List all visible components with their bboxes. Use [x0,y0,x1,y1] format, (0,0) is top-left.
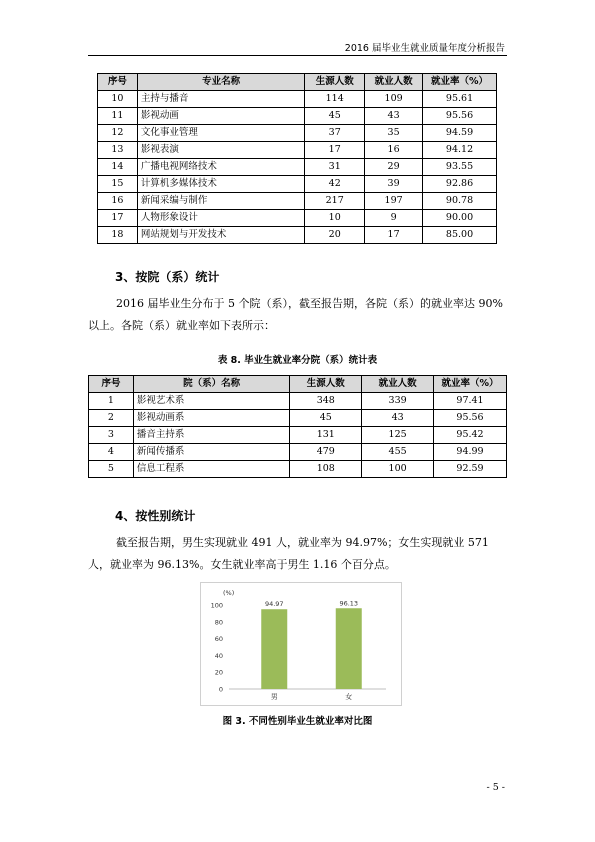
table-cell: 35 [365,125,423,142]
header-divider [88,55,507,56]
table-row [98,91,497,108]
table-cell: 人物形象设计 [137,210,304,227]
table-cell: 文化事业管理 [137,125,304,142]
table-cell: 97.41 [434,393,507,410]
table-row [98,125,497,142]
y-tick-label: 100 [210,601,223,610]
column-header: 就业率（%） [434,376,507,393]
table-cell: 新闻采编与制作 [137,193,304,210]
table-cell: 39 [365,176,423,193]
table-cell: 17 [98,210,138,227]
section-4-title: 4、按性别统计 [115,509,196,523]
table-cell: 31 [305,159,365,176]
section-4-paragraph [88,532,508,576]
table-cell: 42 [305,176,365,193]
department-employment-table [88,375,507,478]
table-cell: 计算机多媒体技术 [137,176,304,193]
table-cell: 90.00 [423,210,497,227]
x-tick-label: 女 [345,693,353,701]
table-cell: 217 [305,193,365,210]
table-row [98,159,497,176]
table-cell: 15 [98,176,138,193]
table-cell: 108 [290,461,362,478]
table-cell: 43 [365,108,423,125]
table-cell: 45 [290,410,362,427]
table-row [89,427,507,444]
running-header: 2016 届毕业生就业质量年度分析报告 [344,43,505,54]
table-cell: 125 [362,427,434,444]
table-cell: 网站规划与开发技术 [137,227,304,244]
table-cell: 16 [98,193,138,210]
column-header: 生源人数 [290,376,362,393]
table-cell: 影视动画 [137,108,304,125]
table-cell: 广播电视网络技术 [137,159,304,176]
table-cell: 12 [98,125,138,142]
section-4-line-2: 人，就业率为 96.13%。女生就业率高于男生 1.16 个百分点。 [88,558,396,571]
table-cell: 114 [305,91,365,108]
table-header-row [89,376,507,393]
bar-0 [261,609,287,689]
table-cell: 3 [89,427,134,444]
column-header: 就业人数 [362,376,434,393]
table-cell: 93.55 [423,159,497,176]
table-row [98,108,497,125]
y-tick-label: 60 [214,635,223,644]
table-cell: 131 [290,427,362,444]
table-cell: 影视表演 [137,142,304,159]
table-cell: 影视动画系 [133,410,289,427]
table-cell: 95.61 [423,91,497,108]
table-row [98,227,497,244]
table-cell: 影视艺术系 [133,393,289,410]
table-cell: 13 [98,142,138,159]
y-tick-label: 40 [214,651,223,660]
chart-canvas [201,583,401,705]
column-header: 专业名称 [137,74,304,91]
table-cell: 9 [365,210,423,227]
table-cell: 85.00 [423,227,497,244]
table-cell: 95.56 [423,108,497,125]
table-cell: 信息工程系 [133,461,289,478]
table-cell: 197 [365,193,423,210]
table-cell: 339 [362,393,434,410]
table-cell: 4 [89,444,134,461]
table-row [89,444,507,461]
table-cell: 479 [290,444,362,461]
y-tick-label: 80 [214,618,223,627]
table-cell: 94.12 [423,142,497,159]
table-cell: 新闻传播系 [133,444,289,461]
y-tick-label: 20 [214,668,223,677]
column-header: 就业率（%） [423,74,497,91]
table-row [98,193,497,210]
table-cell: 90.78 [423,193,497,210]
y-axis-unit-label: (%) [223,589,235,597]
data-label: 94.97 [264,600,284,609]
table-cell: 92.86 [423,176,497,193]
section-4-line-1: 截至报告期，男生实现就业 491 人，就业率为 94.97%；女生实现就业 571 [116,536,489,549]
table-row [89,410,507,427]
page-number: - 5 - [486,782,505,793]
table-cell: 455 [362,444,434,461]
table-cell: 348 [290,393,362,410]
table-cell: 17 [305,142,365,159]
table-8-caption: 表 8. 毕业生就业率分院（系）统计表 [217,355,378,366]
column-header: 生源人数 [305,74,365,91]
table-cell: 20 [305,227,365,244]
figure-3-caption: 图 3. 不同性别毕业生就业率对比图 [222,716,373,727]
table-cell: 94.59 [423,125,497,142]
table-row [89,393,507,410]
major-employment-table [97,73,497,244]
column-header: 序号 [89,376,134,393]
table-cell: 95.42 [434,427,507,444]
data-label: 96.13 [339,599,359,608]
table-cell: 95.56 [434,410,507,427]
table-row [98,176,497,193]
table-cell: 5 [89,461,134,478]
column-header: 就业人数 [365,74,423,91]
section-3-line-1: 2016 届毕业生分布于 5 个院（系），截至报告期，各院（系）的就业率达 90% [116,297,503,310]
bar-1 [336,608,362,689]
table-row [98,210,497,227]
table-cell: 92.59 [434,461,507,478]
table-cell: 主持与播音 [137,91,304,108]
table-cell: 37 [305,125,365,142]
table-cell: 18 [98,227,138,244]
table-cell: 14 [98,159,138,176]
table-cell: 94.99 [434,444,507,461]
table-cell: 100 [362,461,434,478]
section-3-title: 3、按院（系）统计 [115,270,220,284]
column-header: 序号 [98,74,138,91]
table-cell: 109 [365,91,423,108]
column-header: 院（系）名称 [133,376,289,393]
table-cell: 17 [365,227,423,244]
table-header-row [98,74,497,91]
x-tick-label: 男 [270,693,278,701]
section-3-line-2: 以上。各院（系）就业率如下表所示： [88,319,275,332]
table-cell: 29 [365,159,423,176]
table-cell: 11 [98,108,138,125]
table-cell: 播音主持系 [133,427,289,444]
y-tick-label: 0 [218,685,223,694]
table-cell: 10 [305,210,365,227]
table-cell: 1 [89,393,134,410]
table-cell: 16 [365,142,423,159]
table-cell: 10 [98,91,138,108]
section-3-paragraph [88,293,508,337]
table-cell: 45 [305,108,365,125]
table-row [98,142,497,159]
table-cell: 2 [89,410,134,427]
table-row [89,461,507,478]
gender-employment-chart [200,582,402,706]
table-cell: 43 [362,410,434,427]
